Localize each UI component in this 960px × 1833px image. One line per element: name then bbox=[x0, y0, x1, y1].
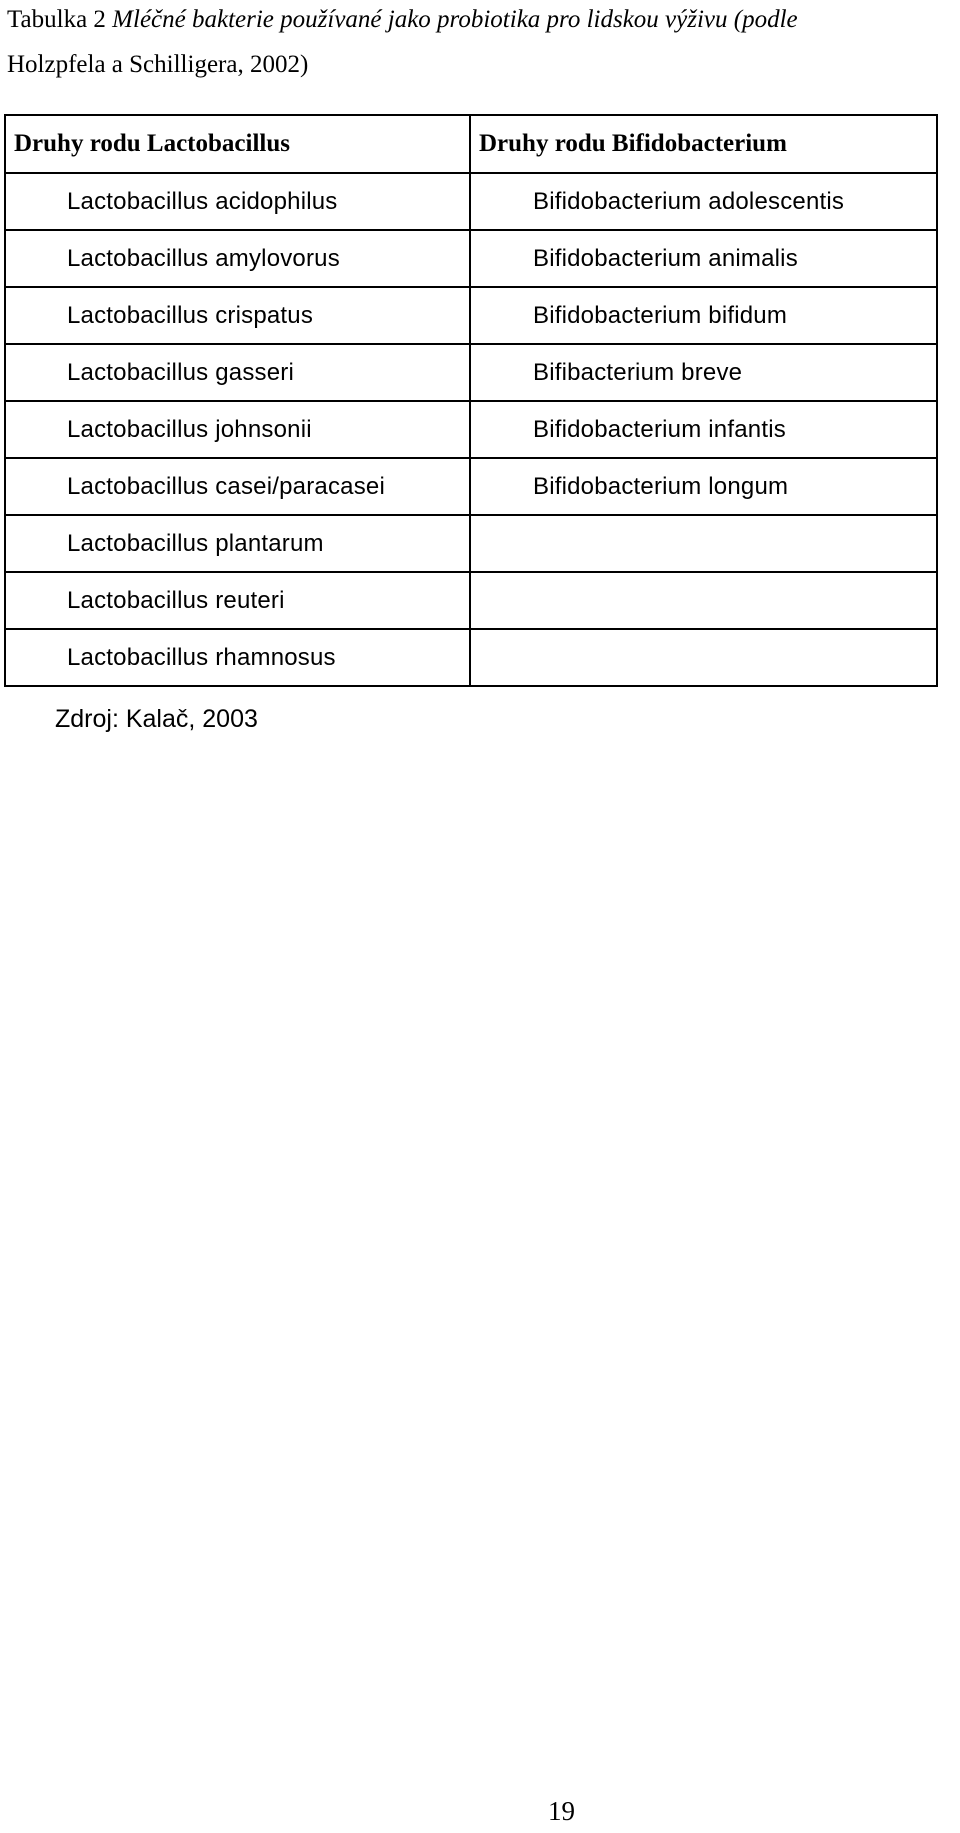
bifidobacterium-cell: Bifidobacterium longum bbox=[470, 458, 937, 515]
bacteria-table bbox=[4, 114, 938, 687]
table-row bbox=[5, 629, 937, 686]
bifidobacterium-cell: Bifidobacterium bifidum bbox=[470, 287, 937, 344]
bifidobacterium-cell bbox=[470, 572, 937, 629]
caption-title: Mléčné bakterie používané jako probiotika pro lidskou výživu (podle bbox=[112, 6, 798, 33]
lactobacillus-cell: Lactobacillus johnsonii bbox=[5, 401, 470, 458]
lactobacillus-cell: Lactobacillus rhamnosus bbox=[5, 629, 470, 686]
table-header-row bbox=[5, 115, 937, 173]
bifidobacterium-cell bbox=[470, 515, 937, 572]
table-row bbox=[5, 344, 937, 401]
page-number: 19 bbox=[548, 1796, 575, 1826]
table-row bbox=[5, 572, 937, 629]
bifidobacterium-cell: Bifidobacterium animalis bbox=[470, 230, 937, 287]
header-lactobacillus: Druhy rodu Lactobacillus bbox=[5, 115, 470, 173]
header-bifidobacterium: Druhy rodu Bifidobacterium bbox=[470, 115, 937, 173]
table-row bbox=[5, 287, 937, 344]
table-row bbox=[5, 230, 937, 287]
table-row bbox=[5, 458, 937, 515]
caption-label: Tabulka 2 bbox=[7, 6, 113, 33]
source-note: Zdroj: Kalač, 2003 bbox=[55, 705, 258, 733]
lactobacillus-cell: Lactobacillus acidophilus bbox=[5, 173, 470, 230]
lactobacillus-cell: Lactobacillus amylovorus bbox=[5, 230, 470, 287]
lactobacillus-cell: Lactobacillus casei/paracasei bbox=[5, 458, 470, 515]
lactobacillus-cell: Lactobacillus gasseri bbox=[5, 344, 470, 401]
lactobacillus-cell: Lactobacillus reuteri bbox=[5, 572, 470, 629]
bifidobacterium-cell: Bifibacterium breve bbox=[470, 344, 937, 401]
lactobacillus-cell: Lactobacillus crispatus bbox=[5, 287, 470, 344]
bifidobacterium-cell: Bifidobacterium adolescentis bbox=[470, 173, 937, 230]
bifidobacterium-cell bbox=[470, 629, 937, 686]
table-row bbox=[5, 173, 937, 230]
table-caption bbox=[7, 2, 957, 83]
caption-title-continued: Holzpfela a Schilligera, 2002) bbox=[7, 51, 309, 78]
table-row bbox=[5, 515, 937, 572]
lactobacillus-cell: Lactobacillus plantarum bbox=[5, 515, 470, 572]
bifidobacterium-cell: Bifidobacterium infantis bbox=[470, 401, 937, 458]
table-row bbox=[5, 401, 937, 458]
